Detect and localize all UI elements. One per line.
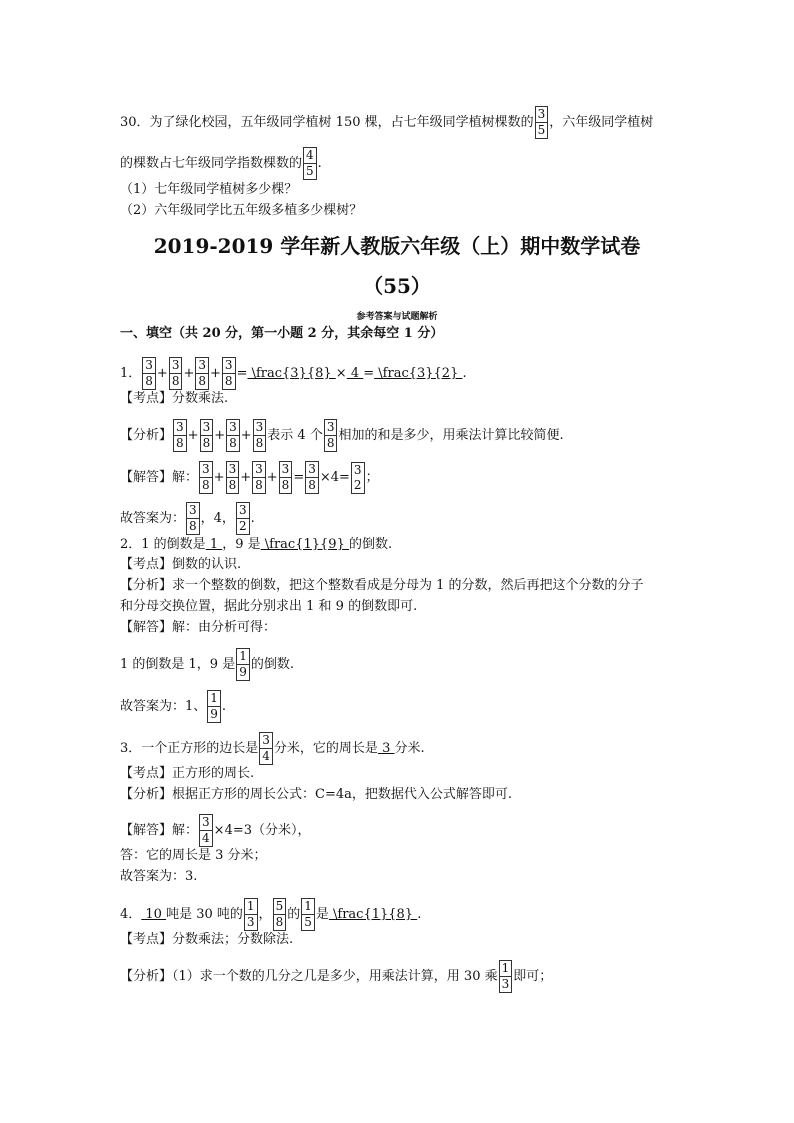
p3-jieda: 【解答】解： $\frac{3}{4}$ ×4=3（分米）， <box>120 815 311 845</box>
p3-answer: 故答案为：3. <box>120 869 198 884</box>
q30-sub1: （1）七年级同学植树多少棵？ <box>120 182 298 197</box>
p1-fenxi: 【分析】 $\frac{3}{8}$ + $\frac{3}{8}$ + $\frac{3}{8}$ + $\frac{3}{8}$ 表示 4 个 $\frac{3}{8}$ 相加的和是多少，用乘法计算比较简便. <box>120 420 564 450</box>
p2-jieda: 【解答】解：由分析可得： <box>120 620 277 635</box>
q30-line1: 30．为了绿化校园，五年级同学植树 150 棵，占七年级同学植树棵数的 $\frac{3}{5}$ ，六年级同学植树 <box>120 107 654 137</box>
p1-question: 1． $\frac{3}{8}$ + $\frac{3}{8}$ + $\frac{3}{8}$ + $\frac{3}{8}$ = \frac{3}{8} × 4 = \frac{3}{2} . <box>120 358 467 388</box>
p3-question: 3．一个正方形的边长是 $\frac{3}{4}$ 分米，它的周长是 3 分米. <box>120 733 425 763</box>
p2-fenxi-1: 【分析】求一个整数的倒数，把这个整数看成是分母为 1 的分数，然后再把这个分数的分子 <box>120 578 644 593</box>
p3-ans: 答：它的周长是 3 分米； <box>120 848 267 863</box>
answer-header: 参考答案与试题解析 <box>356 312 438 322</box>
p1-answer: 故答案为： $\frac{3}{8}$ ，4， $\frac{3}{2}$ . <box>120 503 255 533</box>
fraction: $\frac{4}{5}$ <box>303 147 317 180</box>
section-heading: 一、填空（共 20 分，第一小题 2 分，其余每空 1 分） <box>120 326 444 341</box>
p3-fenxi: 【分析】根据正方形的周长公式：C=4a，把数据代入公式解答即可. <box>120 787 513 802</box>
page-subtitle: （55） <box>363 274 431 298</box>
q30-sub2: （2）六年级同学比五年级多植多少棵树？ <box>120 203 363 218</box>
p2-fenxi-2: 和分母交换位置，据此分别求出 1 和 9 的倒数即可. <box>120 599 418 614</box>
fraction: $\frac{3}{5}$ <box>535 106 549 139</box>
q30-line2: 的棵数占七年级同学指数棵数的 $\frac{4}{5}$ . <box>120 148 322 178</box>
p4-question: 4． 10 吨是 30 吨的 $\frac{1}{3}$ ， $\frac{5}{8}$ 的 $\frac{1}{5}$ 是 \frac{1}{8} . <box>120 899 422 929</box>
p1-kaodian: 【考点】分数乘法. <box>120 391 229 406</box>
p2-kaodian: 【考点】倒数的认识. <box>120 557 242 572</box>
p2-question: 2．1 的倒数是 1 ，9 是 \frac{1}{9} 的倒数. <box>120 537 393 552</box>
p4-fenxi: 【分析】（1）求一个数的几分之几是多少，用乘法计算，用 30 乘 $\frac{1}{3}$ 即可； <box>120 961 553 991</box>
p3-kaodian: 【考点】正方形的周长. <box>120 766 255 781</box>
page-title: 2019-2019 学年新人教版六年级（上）期中数学试卷 <box>153 234 641 258</box>
p1-jieda: 【解答】解： $\frac{3}{8}$ + $\frac{3}{8}$ + $\frac{3}{8}$ + $\frac{3}{8}$ = $\frac{3}{8}$ ×4= 3 2 ； <box>120 462 379 492</box>
p4-kaodian: 【考点】分数乘法；分数除法. <box>120 932 294 947</box>
p2-answer: 故答案为：1、 $\frac{1}{9}$ . <box>120 691 227 721</box>
p2-result: 1 的倒数是 1，9 是 $\frac{1}{9}$ 的倒数. <box>120 649 294 679</box>
